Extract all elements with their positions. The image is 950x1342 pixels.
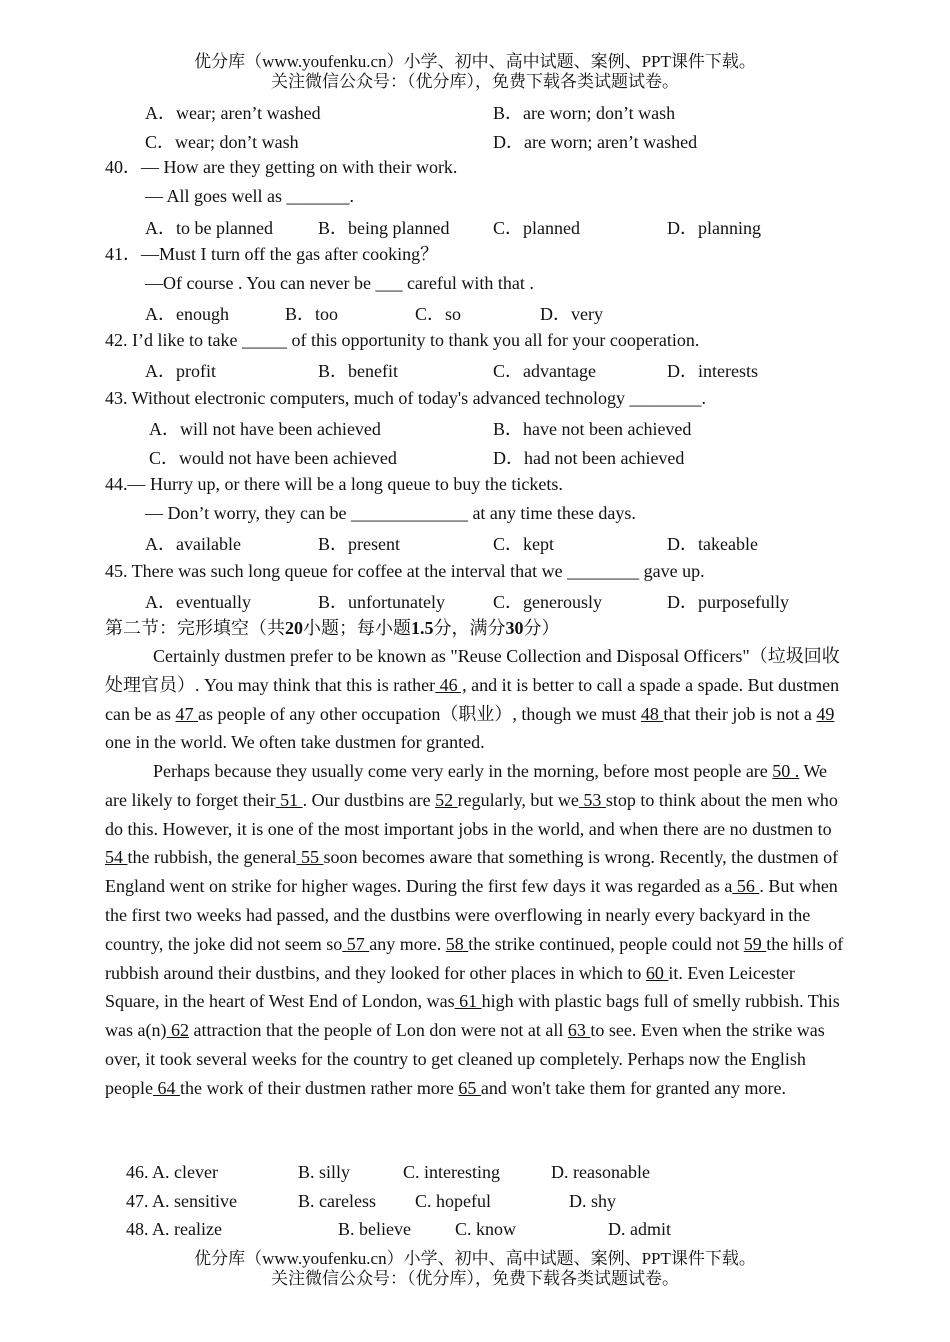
question-44-reply: — Don’t worry, they can be _____________ at any time these days. xyxy=(145,503,636,523)
question-43: 43. Without electronic computers, much of today's advanced technology ________. xyxy=(105,388,707,408)
option-c: C. hopeful xyxy=(415,1191,491,1211)
option-b: B．have not been achieved xyxy=(493,419,692,439)
option-d: D．purposefully xyxy=(667,592,789,612)
option-a: A．wear; aren’t washed xyxy=(145,103,321,123)
blank-59: 59 xyxy=(743,933,767,954)
blank-47: 47 xyxy=(175,703,198,724)
blank-56: 56 xyxy=(732,876,760,897)
option-b: B．too xyxy=(285,304,339,324)
option-b: B. believe xyxy=(338,1219,411,1239)
option-a: A．will not have been achieved xyxy=(149,419,381,439)
option-a: 47. A. sensitive xyxy=(126,1191,237,1211)
option-c: C．generously xyxy=(493,592,602,612)
option-b: B．are worn; don’t wash xyxy=(493,103,676,123)
blank-60: 60 xyxy=(645,962,669,983)
blank-46: 46 , xyxy=(435,674,467,695)
blank-61: 61 xyxy=(454,991,482,1012)
blank-62: 62 xyxy=(166,1020,189,1041)
footer-line-2: 关注微信公众号：（优分库），免费下载各类试题试卷。 xyxy=(271,1269,679,1288)
question-44: 44.— Hurry up, or there will be a long queue to buy the tickets. xyxy=(105,474,563,494)
option-c: C．wear; don’t wash xyxy=(145,132,299,152)
option-b: B．present xyxy=(318,534,400,554)
option-b: B. careless xyxy=(298,1191,376,1211)
section-heading: 第二节：完形填空（共20小题；每小题1.5分，满分30分） xyxy=(105,618,560,638)
option-a: A．available xyxy=(145,534,241,554)
option-d: D．had not been achieved xyxy=(493,448,685,468)
option-c: C．advantage xyxy=(493,361,596,381)
option-d: D. admit xyxy=(608,1219,671,1239)
blank-55: 55 xyxy=(296,847,324,868)
option-d: D．planning xyxy=(667,218,761,238)
blank-49: 49 xyxy=(816,703,835,724)
option-b: B．benefit xyxy=(318,361,398,381)
question-40: 40．— How are they getting on with their work. xyxy=(105,157,458,177)
option-a: A．to be planned xyxy=(145,218,273,238)
cloze-paragraph-2: Perhaps because they usually come very early in the morning, before most people are 50 . We are likely to forget their 51 . Our dustbins are 52 regularly, but we 53 stop to think about the men who do this. However, it is one of the most important jobs in the world, and when there are no dustmen to 54 the rubbish, the general 55 soon becomes aware that something is wrong. Recently, the dustmen of England went on strike for higher wages. During the first few days it was regarded as a 56 . But when the first two weeks had passed, and the dustbins were overflowing in nearly every backyard in the country, the joke did not seem so 57 any more. 58 the strike continued, people could not 59 the hills of rubbish around their dustbins, and they looked for other places in which to 60 it. Even Leicester Square, in the heart of West End of London, was 61 high with plastic bags full of smelly rubbish. This was a(n) 62 attraction that the people of Lon don were not at all 63 to see. Even when the strike was over, it took several weeks for the country to get cleaned up completely. Perhaps now the English people 64 the work of their dustmen rather more 65 and won't take them for granted any more. xyxy=(105,761,844,1098)
question-45: 45. There was such long queue for coffee at the interval that we ________ gave up. xyxy=(105,561,705,581)
cloze-paragraph-1: Certainly dustmen prefer to be known as "Reuse Collection and Disposal Officers"（垃圾回收处理官员）. You may think that this is rather 46 , and it is better to call a spade a spade. But dustmen can be as 47 as people of any other occupation（职业）, though we must 48 that their job is not a 49 one in the world. We often take dustmen for granted. xyxy=(105,646,840,753)
question-41-reply: —Of course . You can never be ___ careful with that . xyxy=(145,273,534,293)
option-a: A．enough xyxy=(145,304,229,324)
blank-65: 65 xyxy=(458,1077,481,1098)
option-d: D．very xyxy=(540,304,603,324)
blank-57: 57 xyxy=(342,933,370,954)
option-d: D．takeable xyxy=(667,534,758,554)
blank-50: 50 . xyxy=(772,761,800,781)
blank-53: 53 xyxy=(578,789,606,810)
option-a: 46. A. clever xyxy=(126,1162,218,1182)
option-d: D. shy xyxy=(569,1191,617,1211)
option-c: C．kept xyxy=(493,534,554,554)
blank-51: 51 xyxy=(275,789,303,810)
option-d: D. reasonable xyxy=(551,1162,650,1182)
option-c: C．would not have been achieved xyxy=(149,448,397,468)
footer-line-1: 优分库（www.youfenku.cn）小学、初中、高中试题、案例、PPT课件下载。 xyxy=(194,1249,756,1268)
blank-54: 54 xyxy=(105,847,128,868)
option-a: A．profit xyxy=(145,361,216,381)
option-d: D．interests xyxy=(667,361,758,381)
option-b: B．unfortunately xyxy=(318,592,445,612)
option-b: B．being planned xyxy=(318,218,450,238)
question-40-reply: — All goes well as _______. xyxy=(145,186,354,206)
option-c: C．so xyxy=(415,304,462,324)
option-c: C. interesting xyxy=(403,1162,500,1182)
blank-63: 63 xyxy=(567,1020,591,1041)
option-c: C. know xyxy=(455,1219,517,1239)
option-a: 48. A. realize xyxy=(126,1219,222,1239)
question-42: 42. I’d like to take _____ of this opportunity to thank you all for your cooperation. xyxy=(105,330,700,350)
option-c: C．planned xyxy=(493,218,580,238)
header-line-1: 优分库（www.youfenku.cn）小学、初中、高中试题、案例、PPT课件下载。 xyxy=(194,52,756,71)
option-b: B. silly xyxy=(298,1162,351,1182)
blank-64: 64 xyxy=(152,1077,180,1098)
blank-58: 58 xyxy=(445,933,469,954)
option-d: D．are worn; aren’t washed xyxy=(493,132,698,152)
header-line-2: 关注微信公众号：（优分库），免费下载各类试题试卷。 xyxy=(271,72,679,91)
question-41: 41．—Must I turn off the gas after cooking？ xyxy=(105,244,439,264)
option-a: A．eventually xyxy=(145,592,251,612)
blank-52: 52 xyxy=(435,789,458,810)
blank-48: 48 xyxy=(640,703,664,724)
